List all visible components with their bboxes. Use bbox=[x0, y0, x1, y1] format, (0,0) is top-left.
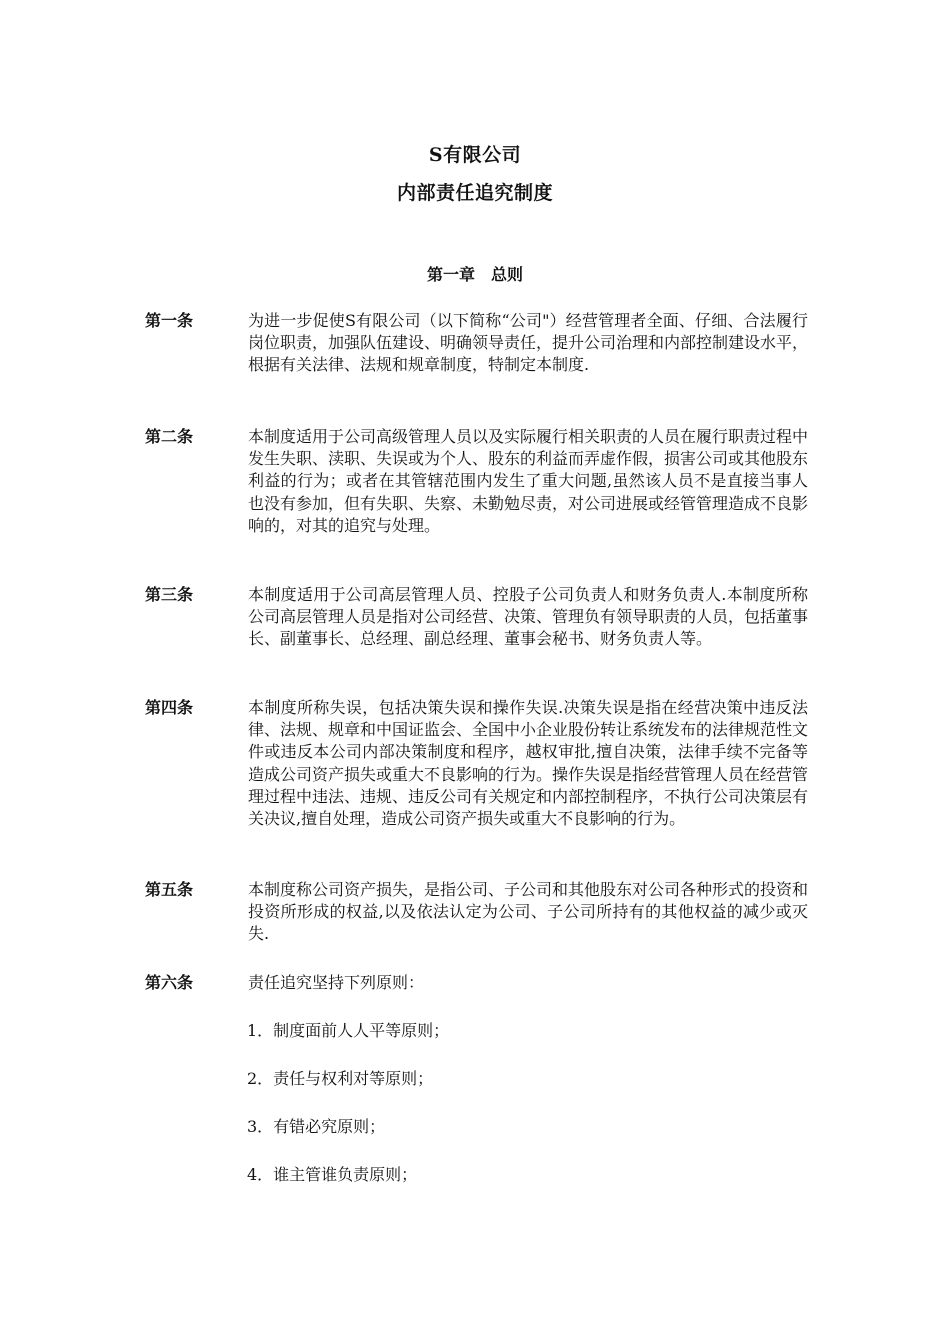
document-title: 内部责任追究制度 bbox=[396, 182, 553, 204]
principle-item: 3．有错必究原则； bbox=[247, 1117, 386, 1136]
article-text: 本制度所称失误，包括决策失误和操作失误.决策失误是指在经营决策中违反法律、法规、规章和中国证监会、全国中小企业股份转让系统发布的法律规范性文件或违反本公司内部决策制度和程序，越权审批,擅自决策，法律手续不完备等造成公司资产损失或重大不良影响的行为。操作失误是指经营管理人员在经营管理过程中违法、违规、违反公司有关规定和内部控制程序，不执行公司决策层有关决议,擅自处理，造成公司资产损失或重大不良影响的行为。 bbox=[248, 698, 809, 829]
article-label: 第四条 bbox=[145, 698, 194, 717]
article-label: 第三条 bbox=[145, 585, 194, 604]
article-label: 第五条 bbox=[145, 880, 194, 899]
article-text: 为进一步促使S有限公司（以下简称“公司"）经营管理者全面、仔细、合法履行岗位职责，加强队伍建设、明确领导责任，提升公司治理和内部控制建设水平，根据有关法律、法规和规章制度，特制定本制度. bbox=[248, 311, 809, 375]
article-text: 责任追究坚持下列原则： bbox=[248, 973, 425, 992]
article-text: 本制度适用于公司高级管理人员以及实际履行相关职责的人员在履行职责过程中发生失职、渎职、失误或为个人、股东的利益而弄虚作假，损害公司或其他股东利益的行为；或者在其管辖范围内发生了重大问题,虽然该人员不是直接当事人也没有参加，但有失职、失察、未勤勉尽责，对公司进展或经管管理造成不良影响的，对其的追究与处理。 bbox=[248, 427, 809, 535]
principle-item: 4．谁主管谁负责原则； bbox=[247, 1165, 418, 1184]
principle-item: 1．制度面前人人平等原则； bbox=[247, 1021, 450, 1040]
article-label: 第二条 bbox=[145, 427, 194, 446]
company-title: S有限公司 bbox=[428, 144, 522, 166]
article-label: 第一条 bbox=[145, 311, 194, 330]
article-text: 本制度称公司资产损失，是指公司、子公司和其他股东对公司各种形式的投资和投资所形成的权益,以及依法认定为公司、子公司所持有的其他权益的减少或灭失. bbox=[248, 880, 809, 944]
article-text: 本制度适用于公司高层管理人员、控股子公司负责人和财务负责人.本制度所称公司高层管理人员是指对公司经营、决策、管理负有领导职责的人员，包括董事长、副董事长、总经理、副总经理、董事会秘书、财务负责人等。 bbox=[248, 585, 809, 649]
principle-item: 2．责任与权利对等原则； bbox=[247, 1069, 434, 1088]
chapter-heading: 第一章 总则 bbox=[426, 265, 523, 284]
article-label: 第六条 bbox=[145, 973, 194, 992]
